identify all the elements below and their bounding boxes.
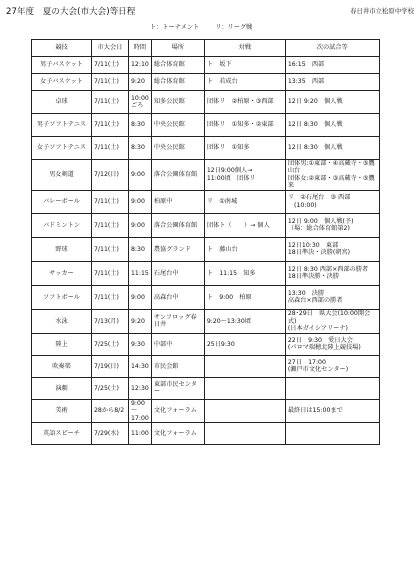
cell-next: 22日 9:30 愛日大会 (パロマ瑞穂北陸上競技場) xyxy=(285,333,379,355)
col-opponent: 対戦 xyxy=(204,40,285,57)
cell-date: 7/11(土) xyxy=(92,213,129,237)
cell-venue: 文化フォーラム xyxy=(151,399,204,422)
col-date: 市大会日 xyxy=(92,40,129,57)
cell-time: 8:30 xyxy=(129,237,152,261)
cell-sport: 女子ソフトテニス xyxy=(32,137,92,160)
cell-opponent: 12日9:00個人→ 11:00頃 団体リ xyxy=(204,160,285,191)
table-row xyxy=(32,377,380,399)
cell-venue: 中央公民館 xyxy=(151,114,204,137)
cell-opponent xyxy=(204,399,285,422)
cell-date: 7/11(土) xyxy=(92,57,129,74)
cell-sport: 野球 xyxy=(32,237,92,261)
cell-time: 12:10 xyxy=(129,57,152,74)
cell-venue: 石尾台中 xyxy=(151,261,204,285)
cell-date: 7/11(土) xyxy=(92,114,129,137)
cell-time: 8:30 xyxy=(129,114,152,137)
col-sport: 競技 xyxy=(32,40,92,57)
cell-opponent xyxy=(204,355,285,377)
col-next: 次の試合等 xyxy=(285,40,379,57)
cell-sport: サッカー xyxy=(32,261,92,285)
legend-league: リ：リーグ戦 xyxy=(215,24,253,31)
cell-next xyxy=(285,423,379,445)
cell-next: 12日 8:30 個人戦 xyxy=(285,114,379,137)
col-time: 時間 xyxy=(129,40,152,57)
table-row xyxy=(32,137,380,160)
header-row xyxy=(32,40,380,57)
cell-next: 12日10:30 東部 18日準決・決勝(朝宮) xyxy=(285,237,379,261)
table-row xyxy=(32,213,380,237)
cell-venue: 中部中 xyxy=(151,333,204,355)
cell-date: 7/25(土) xyxy=(92,333,129,355)
table-row xyxy=(32,333,380,355)
cell-opponent: 9:20～13:30頃 xyxy=(204,309,285,333)
cell-venue: 総合体育館 xyxy=(151,74,204,91)
cell-next: 団体男:①東部・④高蔵寺・⑤鷹山台 団体女:②東部・③高蔵寺・⑤鷹来 xyxy=(285,160,379,191)
cell-time: 9:20 xyxy=(129,309,152,333)
cell-time: 12:30 xyxy=(129,377,152,399)
table-row xyxy=(32,114,380,137)
cell-sport: ソフトボール xyxy=(32,285,92,309)
table-row xyxy=(32,57,380,74)
cell-opponent: リ ①南城 xyxy=(204,190,285,213)
cell-date: 7/13(月) xyxy=(92,309,129,333)
cell-opponent: 団体リ ①知多 xyxy=(204,137,285,160)
cell-date: 7/25(土) xyxy=(92,377,129,399)
cell-next: リ ②石尾台 ③ 西部 (10:00) xyxy=(285,190,379,213)
cell-sport: 女子バスケット xyxy=(32,74,92,91)
cell-sport: 水泳 xyxy=(32,309,92,333)
cell-opponent: ト 若成台 xyxy=(204,74,285,91)
cell-date: 7/19(日) xyxy=(92,355,129,377)
cell-next xyxy=(285,377,379,399)
cell-sport: 吹奏楽 xyxy=(32,355,92,377)
cell-venue: 落合公園体育館 xyxy=(151,160,204,191)
cell-date: 7/11(土) xyxy=(92,137,129,160)
table-row xyxy=(32,309,380,333)
cell-sport: 卓球 xyxy=(32,91,92,114)
cell-sport: バレーボール xyxy=(32,190,92,213)
cell-next: 12日 8:30 個人戦 xyxy=(285,137,379,160)
table-row xyxy=(32,74,380,91)
table-row xyxy=(32,160,380,191)
cell-sport: 演劇 xyxy=(32,377,92,399)
cell-sport: 男子ソフトテニス xyxy=(32,114,92,137)
table-row xyxy=(32,399,380,422)
cell-sport: バドミントン xyxy=(32,213,92,237)
table-row xyxy=(32,91,380,114)
cell-date: 7/29(水) xyxy=(92,423,129,445)
table-row xyxy=(32,355,380,377)
cell-date: 28から8/2 xyxy=(92,399,129,422)
cell-date: 7/11(土) xyxy=(92,261,129,285)
cell-opponent: ト 藤山台 xyxy=(204,237,285,261)
cell-date: 7/11(土) xyxy=(92,285,129,309)
col-venue: 場所 xyxy=(151,40,204,57)
cell-time: 9:00～ 17:00 xyxy=(129,399,152,422)
cell-venue: 市民会館 xyxy=(151,355,204,377)
table-row xyxy=(32,237,380,261)
cell-next: 13:35 西部 xyxy=(285,74,379,91)
cell-date: 7/12(日) xyxy=(92,160,129,191)
table-row xyxy=(32,285,380,309)
cell-opponent: ト 11:15 知多 xyxy=(204,261,285,285)
cell-time: 9:00 xyxy=(129,160,152,191)
cell-venue: 東部市民センター xyxy=(151,377,204,399)
cell-next: 16:15 西部 xyxy=(285,57,379,74)
cell-venue: 文化フォーラム xyxy=(151,423,204,445)
document-title: 27年度 夏の大会(市大会)等日程 xyxy=(6,7,136,17)
cell-venue: 中央公民館 xyxy=(151,137,204,160)
cell-venue: 総合体育館 xyxy=(151,57,204,74)
cell-venue: 高森台中 xyxy=(151,285,204,309)
cell-next: 28･29日 県大会(10:00開会式) (日本ガイシアリーナ) xyxy=(285,309,379,333)
table-row xyxy=(32,261,380,285)
cell-time: 8:30 xyxy=(129,137,152,160)
cell-time: 9:30 xyxy=(129,333,152,355)
cell-opponent: 団体リ ②柏原・③西部 xyxy=(204,91,285,114)
cell-time: 9:00 xyxy=(129,285,152,309)
legend-tournament: ト：トーナメント xyxy=(150,24,200,31)
table-row xyxy=(32,190,380,213)
cell-sport: 美術 xyxy=(32,399,92,422)
cell-opponent: 団体ト（ ）→ 個人 xyxy=(204,213,285,237)
cell-time: 9:00 xyxy=(129,190,152,213)
cell-next: 27日 17:00 (瀬戸市文化センター) xyxy=(285,355,379,377)
cell-time: 10:00 ごろ xyxy=(129,91,152,114)
cell-time: 9:20 xyxy=(129,74,152,91)
schedule-table xyxy=(31,39,380,445)
cell-opponent: ト 坂下 xyxy=(204,57,285,74)
cell-sport: 英語スピーチ xyxy=(32,423,92,445)
cell-date: 7/11(土) xyxy=(92,190,129,213)
school-name: 春日井市立松原中学校 xyxy=(350,7,414,15)
cell-next: 12日 8:30 西部×西部の勝者 18日準決勝・決勝 xyxy=(285,261,379,285)
legend xyxy=(150,22,266,31)
cell-opponent: 団体リ ①知多・②東部 xyxy=(204,114,285,137)
cell-next: 12日 9:20 個人戦 xyxy=(285,91,379,114)
cell-opponent: 25日9:30 xyxy=(204,333,285,355)
cell-sport: 男女剣道 xyxy=(32,160,92,191)
cell-time: 11:00 xyxy=(129,423,152,445)
cell-next: 12日 9:00 個人戦(予) （場：総合体育館第2) xyxy=(285,213,379,237)
cell-date: 7/11(土) xyxy=(92,91,129,114)
cell-next: 13:30 決勝 高森台×西部の勝者 xyxy=(285,285,379,309)
cell-sport: 陸上 xyxy=(32,333,92,355)
cell-date: 7/11(土) xyxy=(92,74,129,91)
cell-venue: 柏原中 xyxy=(151,190,204,213)
cell-opponent xyxy=(204,377,285,399)
cell-venue: 落合公園体育館 xyxy=(151,213,204,237)
cell-opponent: ト 9:00 柏原 xyxy=(204,285,285,309)
cell-sport: 男子バスケット xyxy=(32,57,92,74)
cell-time: 9:00 xyxy=(129,213,152,237)
cell-time: 14:30 xyxy=(129,355,152,377)
cell-next: 最終日は15:00まで xyxy=(285,399,379,422)
table-row xyxy=(32,423,380,445)
cell-date: 7/11(土) xyxy=(92,237,129,261)
cell-venue: 知多公民館 xyxy=(151,91,204,114)
cell-venue: サンフロッグ春日井 xyxy=(151,309,204,333)
cell-opponent xyxy=(204,423,285,445)
cell-time: 11:15 xyxy=(129,261,152,285)
cell-venue: 農協グランド xyxy=(151,237,204,261)
